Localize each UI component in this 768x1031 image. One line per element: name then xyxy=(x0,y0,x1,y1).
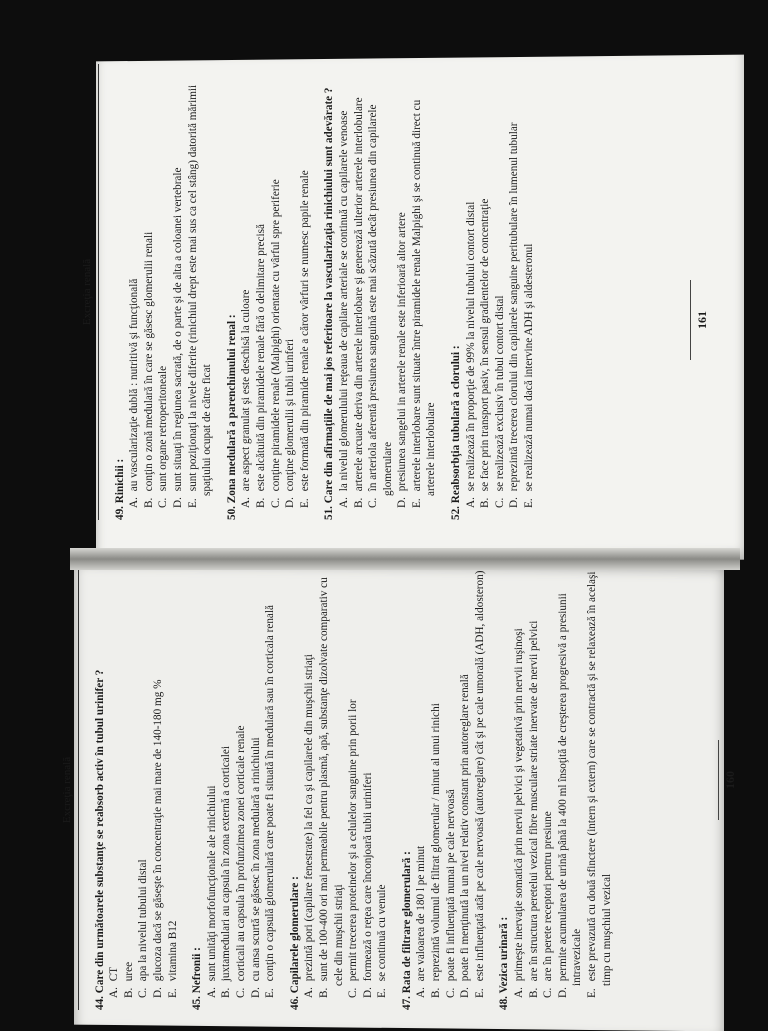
option-text: poate fi menţinută la un nivel relativ constant prin autoreglare renală xyxy=(459,674,472,982)
question-title: 45. Nefronii : xyxy=(191,947,204,1010)
option-letter: C. xyxy=(367,497,380,508)
running-header: Excreţia renală xyxy=(80,64,99,520)
option-letter: D. xyxy=(508,497,521,508)
answer-option xyxy=(346,570,361,998)
page-number: 161 xyxy=(690,280,710,360)
question-list xyxy=(93,570,615,1010)
question-title: 50. Zona medulară a parenchimului renal : xyxy=(225,314,238,520)
option-text: are în perete receptori pentru presiune xyxy=(542,811,555,982)
option-text: glucoza dacă se găseşte în concentraţie mai mare de 140-180 mg % xyxy=(151,679,164,982)
option-letter: E. xyxy=(264,988,277,998)
question-item xyxy=(190,570,278,1010)
answer-option xyxy=(464,64,479,508)
question-list xyxy=(113,64,537,520)
question-title: 48. Vezica urinară : xyxy=(498,916,511,1010)
option-letter: D. xyxy=(171,497,184,508)
option-text: conţine piramidele renale (Malpighi) orientate cu vârful spre periferie xyxy=(269,179,282,492)
option-text: se face prin transport pasiv, în sensul gradientelor de concentraţie xyxy=(479,198,492,492)
option-text: are în structura peretelui vezical fibre musculare striate inervate de nervii pelvici xyxy=(527,620,540,982)
option-text: apa la nivelul tubului distal xyxy=(137,859,150,982)
running-header: Excreţia renală xyxy=(60,570,79,1010)
option-letter: C. xyxy=(444,987,457,998)
answer-option xyxy=(283,64,298,508)
option-letter: A. xyxy=(415,987,428,998)
question-item xyxy=(93,570,181,1010)
option-text: la nivelul glomerulului reţeaua de capilare arteriale se continuă cu capilarele venoase xyxy=(337,110,350,492)
option-letter: C. xyxy=(542,987,555,998)
option-letter: C. xyxy=(493,497,506,508)
option-letter: C. xyxy=(347,987,360,998)
option-text: CT xyxy=(108,966,121,982)
answer-option xyxy=(527,570,542,998)
answer-option xyxy=(585,570,614,998)
option-text: are valoarea de 180 l pe minut xyxy=(415,845,428,982)
option-text: arterele interlobare sunt situate între piramidele renale Malpighi şi se continuă direct cu arterele interlobulare xyxy=(410,99,438,496)
answer-option xyxy=(234,570,249,998)
option-letter: D. xyxy=(151,987,164,998)
option-text: corticali au capsula în profunzimea zonei corticale renale xyxy=(234,725,247,982)
option-text: au vascularizaţie dublă : nutritivă şi funcţională xyxy=(128,278,141,492)
option-letter: E. xyxy=(166,988,179,998)
answer-option xyxy=(458,570,473,998)
option-letter: E. xyxy=(523,498,536,508)
answer-option xyxy=(142,64,157,508)
page-161-content xyxy=(80,64,537,520)
answer-option xyxy=(151,570,166,998)
option-text: se realizează în proporţie de 99% la nivelul tubului contort distal xyxy=(464,201,477,492)
option-text: presiunea sangelui in arterele renale este inferioară altor artere xyxy=(396,212,409,492)
option-letter: A. xyxy=(337,497,350,508)
option-letter: A. xyxy=(108,987,121,998)
option-letter: C. xyxy=(137,987,150,998)
answer-option xyxy=(136,570,151,998)
question-item xyxy=(449,64,537,520)
option-text: primeşte inervaţie somatică prin nervii pelvici şi vegetativă prin nervii ruşinoşi xyxy=(513,628,526,982)
answer-option xyxy=(219,570,234,998)
option-letter: B. xyxy=(317,987,330,998)
option-letter: E. xyxy=(376,988,389,998)
answer-option xyxy=(249,570,264,998)
question-item xyxy=(400,570,488,1010)
answer-option xyxy=(298,64,313,508)
answer-option xyxy=(512,570,527,998)
option-letter: C. xyxy=(269,497,282,508)
book-gutter xyxy=(70,548,740,570)
answer-option xyxy=(127,64,142,508)
option-letter: E. xyxy=(186,498,199,508)
answer-option xyxy=(429,570,444,998)
answer-option xyxy=(473,570,488,998)
option-text: reprezintă volumul de filtrat glomerular / minut al unui rinichi xyxy=(430,703,443,982)
option-text: sunt de 100-400 ori mai permeabile pentru plasmă, apă, substanţe dizolvate comparativ cu cele din muşchii striaţi xyxy=(317,577,345,986)
answer-option xyxy=(269,64,284,508)
option-text: este prevazută cu două sfinctere (intern şi extern) care se contractă şi se relaxează în acelaşi timp cu muşchiul vezical xyxy=(586,571,613,986)
option-letter: D. xyxy=(459,987,472,998)
question-title: 44. Care din următoarele substanţe se reabsorb activ în tubul urinifer ? xyxy=(93,669,106,1010)
option-letter: D. xyxy=(396,497,409,508)
option-text: conţine glomerulii şi tubii urinferi xyxy=(284,338,297,492)
answer-option xyxy=(171,64,186,508)
answer-option xyxy=(366,64,395,508)
answer-option xyxy=(507,64,522,508)
option-text: prezintă pori (capilare fenestrate) la fel ca şi capilarele din muşchii striaţi xyxy=(303,654,316,982)
question-item xyxy=(288,570,390,1010)
option-letter: A. xyxy=(240,497,253,508)
answer-option xyxy=(522,64,537,508)
option-text: permite acumularea de urină până la 400 ml însoţită de creşterea progresivă a presiunii intravezicale xyxy=(556,593,584,986)
option-text: sunt situaţi în regiunea sacrată, de o parte şi de alta a coloanei vertebrale xyxy=(171,167,184,492)
option-text: sunt unităţi morfofuncţionale ale rinichiului xyxy=(205,785,218,982)
option-letter: B. xyxy=(254,497,267,508)
answer-option xyxy=(107,570,122,998)
option-letter: A. xyxy=(303,987,316,998)
option-text: vitamina B12 xyxy=(166,920,179,982)
option-letter: D. xyxy=(556,987,569,998)
option-letter: A. xyxy=(464,497,477,508)
answer-option xyxy=(166,570,181,998)
question-title: 47. Rata de filtrare glomerulară : xyxy=(400,851,413,1010)
option-letter: E. xyxy=(298,498,311,508)
option-letter: A. xyxy=(128,497,141,508)
answer-option xyxy=(410,64,439,508)
page-number: 160 xyxy=(718,740,738,820)
option-text: este influenţată atât pe cale nervoasă (autoreglare) cât şi pe cale umorală (ADH, aldosteron) xyxy=(473,570,486,982)
answer-option xyxy=(414,570,429,998)
question-title: 52. Reabsorbţia tubulară a clorului : xyxy=(450,345,463,520)
option-text: formează o reţea care înconjoară tubii uriniferi xyxy=(361,772,374,982)
option-letter: B. xyxy=(430,987,443,998)
option-letter: A. xyxy=(513,987,526,998)
option-text: poate fi influenţată numai pe cale nervoasă xyxy=(444,789,457,982)
answer-option xyxy=(556,570,585,998)
answer-option xyxy=(122,570,137,998)
option-text: este formată din piramide renale a căror vârfuri se numesc papile renale xyxy=(298,170,311,492)
answer-option xyxy=(337,64,352,508)
option-text: arterele arcuate deriva din arterele interlobare şi generează ulterior arterele interlobulare xyxy=(352,97,365,492)
answer-option xyxy=(156,64,171,508)
option-text: uree xyxy=(122,961,135,982)
option-letter: B. xyxy=(142,497,155,508)
answer-option xyxy=(205,570,220,998)
question-item xyxy=(322,64,439,520)
option-text: se realizează numai dacă intervine ADH şi aldesteronul xyxy=(523,243,536,492)
option-letter: D. xyxy=(249,987,262,998)
option-letter: B. xyxy=(220,987,233,998)
answer-option xyxy=(375,570,390,998)
answer-option xyxy=(361,570,376,998)
page-160-content xyxy=(60,570,614,1010)
question-item xyxy=(225,64,313,520)
option-text: permit trecerea proteinelor şi a celulelor sanguine prin porii lor xyxy=(347,699,360,982)
option-text: are aspect granulat şi este deschisă la culoare xyxy=(240,289,253,492)
option-letter: C. xyxy=(234,987,247,998)
option-text: se continuă cu venule xyxy=(376,884,389,982)
answer-option xyxy=(444,570,459,998)
option-letter: B. xyxy=(122,987,135,998)
question-title: 46. Capilarele glomerulare : xyxy=(288,876,301,1010)
answer-option xyxy=(352,64,367,508)
option-text: sunt poziţionaţi la nivele diferite (rinichiul drept este mai sus ca cel stâng) datorită mărimii spaţiului ocupat de către ficat xyxy=(186,84,214,496)
answer-option xyxy=(478,64,493,508)
option-text: este alcătuită din piramidele renale fără o delimitare precisă xyxy=(254,224,267,492)
option-letter: D. xyxy=(361,987,374,998)
option-text: reprezintă trecerea clorului din capilarele sanguine peritubulare în lumenul tubular xyxy=(508,122,521,492)
question-title: 49. Rinichii : xyxy=(113,458,126,520)
answer-option xyxy=(239,64,254,508)
option-text: în arteriola aferentă presiunea sanguină este mai scăzută decât presiunea din capilarele glomerulare xyxy=(367,104,394,496)
option-letter: B. xyxy=(527,987,540,998)
option-letter: E. xyxy=(410,498,423,508)
option-letter: B. xyxy=(352,497,365,508)
answer-option xyxy=(317,570,346,998)
option-letter: E. xyxy=(586,988,598,998)
answer-option xyxy=(186,64,215,508)
question-item xyxy=(113,64,215,520)
question-item xyxy=(497,570,614,1010)
option-text: juxtamedulari au capsula în zona externă a corticalei xyxy=(220,746,233,982)
option-letter: C. xyxy=(157,497,170,508)
option-text: sunt organe retroperitoneale xyxy=(157,365,170,492)
answer-option xyxy=(541,570,556,998)
answer-option xyxy=(395,64,410,508)
answer-option xyxy=(254,64,269,508)
answer-option xyxy=(263,570,278,998)
option-letter: E. xyxy=(473,988,486,998)
option-letter: A. xyxy=(205,987,218,998)
option-letter: D. xyxy=(284,497,297,508)
answer-option xyxy=(493,64,508,508)
option-text: cu ansa scurtă se găsesc în zona medulară a rinichiului xyxy=(249,737,262,982)
option-text: conţin o zonă medulară în care se găsesc glomerulii renali xyxy=(142,231,155,492)
question-title: 51. Care din afirmaţiile de mai jos referitoare la vascularizaţia rinichiului sunt adevărate ? xyxy=(323,87,336,520)
answer-option xyxy=(302,570,317,998)
option-letter: B. xyxy=(479,497,492,508)
option-text: conţin o capsulă glomerulară care poate fi situată în medulară sau în corticala renală xyxy=(264,605,277,982)
option-text: se realizează exclusiv în tubul contort distal xyxy=(493,295,506,492)
